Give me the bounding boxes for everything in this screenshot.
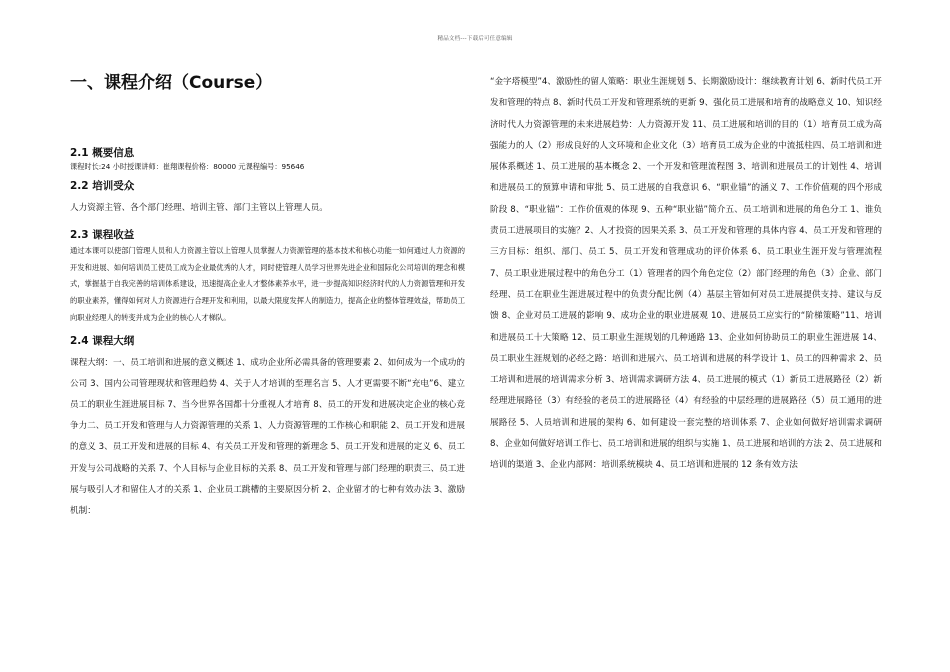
page-title: 一、课程介绍（Course） [70,73,273,93]
benefits-heading: 2.3 课程收益 [70,229,135,241]
right-column [490,72,882,477]
benefits-text: 通过本课可以使部门管理人员和人力资源主管以上管理人员掌握人力资源管理的基本技术和核心功能一如何通过人力资源的开发和进展、如何培训员工使员工成为企业最优秀的人才，同时使管理人员学习世界先进企业和国际化公司培训的理念和模式，掌握基于自我完善的培训体系建设，迅速提高企业人才整体素养水平，进一步提高知识经济时代的人力资源管理和开发的职业素养，懂得如何对人力资源进行合理开发和利用，以最大限度发挥人的制造力，提高企业的整体管理效益，帮助员工向职业经理人的转变并成为企业的核心人才梯队。 [70,246,465,322]
left-column [70,68,465,522]
page-header: 精品文档---下载后可任意编辑 [437,36,513,42]
overview-text: 课程时长:24 小时授课讲师：崔翔课程价格：80000 元课程编号：95646 [70,162,305,171]
outline-text-right: “金字塔模型”4、激励性的留人策略：职业生涯规划 5、长期激励设计：继续教育计划 6、新时代员工开发和管理的特点 8、新时代员工开发和管理系统的更新 9、强化员工进展和培育的战略意义 10、知识经济时代人力资源管理的未来进展趋势：人力资源开发 11、员工进展和培训的目的（1）培育员工成为高强能力的人（2）形成良好的人文环境和企业文化（3）培育员工成为企业的中流抵柱四、员工培训和进展体系概述 1、员工进展的基本概念 2、一个开发和管理流程图 3、培训和进展员工的计划性 4、培训和进展员工的预算申请和审批 5、员工进展的自我意识 6、“职业锚”的涵义 7、工作价值观的四个形成阶段 8、“职业锚”：工作价值观的体现 9、五种“职业锚”简介五、员工培训和进展的角色分工 1、谁负责员工进展项目的实施？2、人才投资的因果关系 3、员工开发和管理的具体内容 4、员工开发和管理的三方目标：组织、部门、员工 5、员工开发和管理成功的评价体系 6、员工职业生涯开发与管理流程 7、员工职业进展过程中的角色分工（1）管理者的四个角色定位（2）部门经理的角色（3）企业、部门经理、员工在职业生涯进展过程中的负责分配比例（4）基层主管如何对员工进展提供支持、建议与反馈 8、企业对员工进展的影响 9、成功企业的职业进展观 10、进展员工应实行的“阶梯策略”11、培训和进展员工十大策略 12、员工职业生涯规划的几种通路 13、企业如何协助员工的职业生涯进展 14、员工职业生涯规划的必经之路：培训和进展六、员工培训和进展的科学设计 1、员工的四种需求 2、员工培训和进展的培训需求分析 3、培训需求调研方法 4、员工进展的模式（1）新员工进展路径（2）新经理进展路径（3）有经验的老员工的进展路径（4）有经验的中层经理的进展路径（5）员工通用的进展路径 5、人员培训和进展的架构 6、如何建设一套完整的培训体系 7、企业如何做好培训需求调研 8、企业如何做好培训工作七、员工培训和进展的组织与实施 1、员工进展和培训的方法 2、员工进展和培训的渠道 3、企业内部网：培训系统模块 4、员工培训和进展的 12 条有效方法 [490,77,882,471]
outline-text-left: 课程大纲：一、员工培训和进展的意义概述 1、成功企业所必需具备的管理要素 2、如何成为一个成功的公司 3、国内公司管理现状和管理趋势 4、关于人才培训的至理名言 5、人才更需要不断“充电”6、建立员工的职业生涯进展目标 7、当今世界各国都十分重视人才培育 8、员工的开发和进展决定企业的核心竞争力二、员工开发和管理与人力资源管理的关系 1、人力资源管理的工作核心和职能 2、员工开发和进展的意义 3、员工开发和进展的目标 4、有关员工开发和管理的新理念 5、员工开发和进展的定义 6、员工开发与公司战略的关系 7、个人目标与企业目标的关系 8、员工开发和管理与部门经理的职责三、员工进展与吸引人才和留住人才的关系 1、企业员工跳槽的主要原因分析 2、企业留才的七种有效办法 3、激励机制： [70,357,465,516]
overview-heading: 2.1 概要信息 [70,147,135,159]
audience-text: 人力资源主管、各个部门经理、培训主管、部门主管以上管理人员。 [70,203,328,213]
audience-heading: 2.2 培训受众 [70,180,135,192]
outline-heading: 2.4 课程大纲 [70,334,135,347]
